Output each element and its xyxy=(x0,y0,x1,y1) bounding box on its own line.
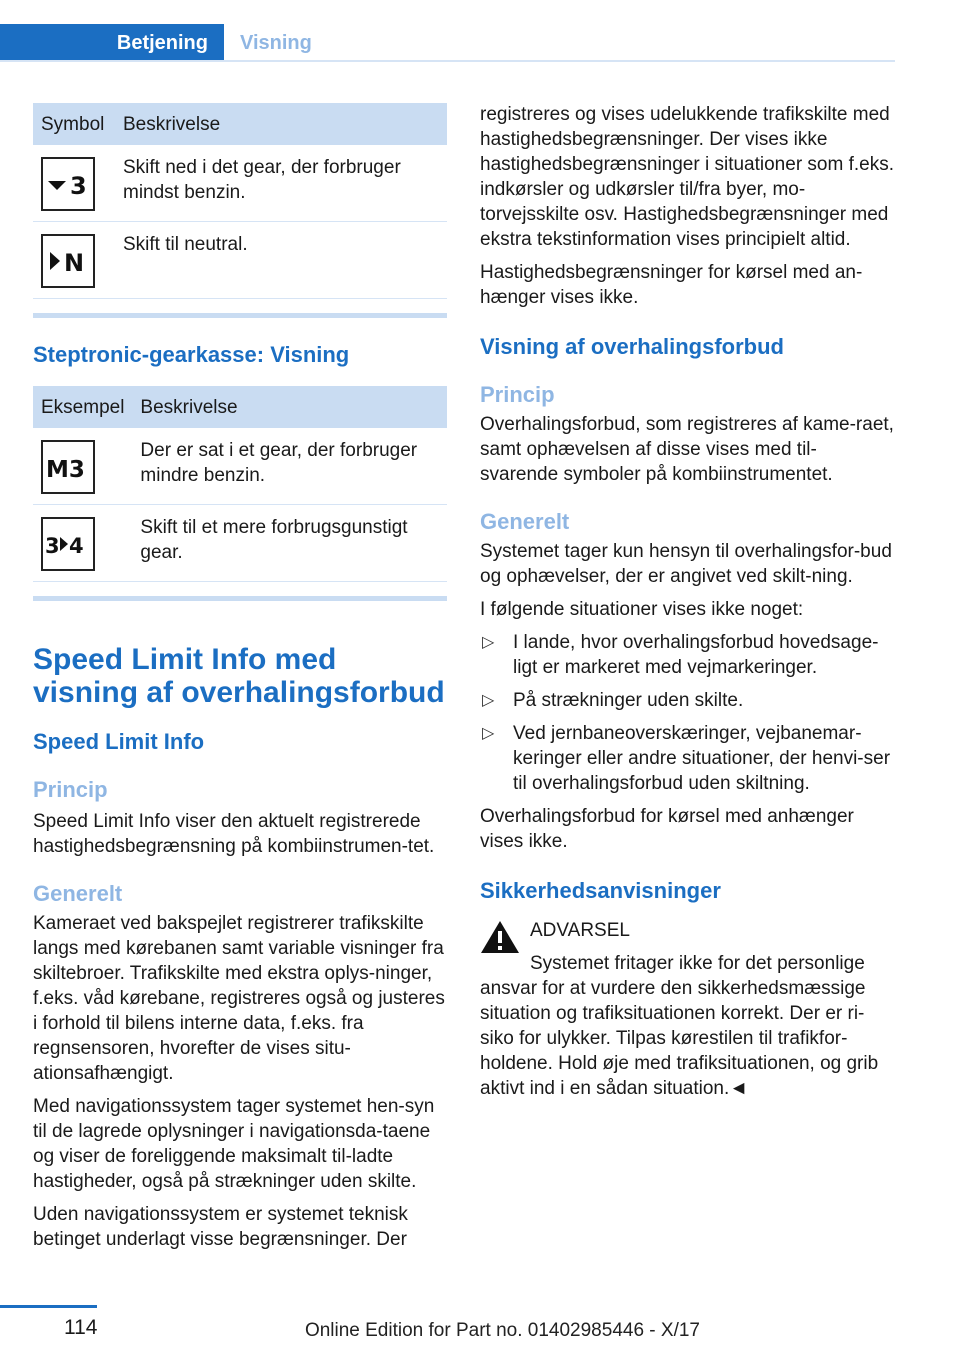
generelt-paragraph: Systemet tager kun hensyn til overhalingsfor‐bud og ophævelser, der er angivet ved skilt‐ning. xyxy=(480,541,892,587)
shift-neutral-icon xyxy=(41,234,95,288)
list-item-text: På strækninger uden skilte. xyxy=(513,690,744,711)
table-end-rule xyxy=(33,313,447,318)
table-cell-description: Skift til neutral. xyxy=(115,222,447,299)
table-row xyxy=(33,222,447,299)
list-item xyxy=(480,721,895,796)
svg-text:M3: M3 xyxy=(46,457,85,482)
svg-text:N: N xyxy=(64,249,85,276)
list-item-text: Ved jernbaneoverskæringer, vejbanemar‐keringer eller andre situationer, der henvi‐ser til overhalingsforbud uden skiltning. xyxy=(513,723,891,794)
header-rule xyxy=(0,60,895,62)
table-row xyxy=(33,428,447,505)
situations-list xyxy=(480,630,895,796)
list-item xyxy=(480,688,895,713)
warning-triangle-icon xyxy=(480,920,520,954)
gear-m3-icon xyxy=(41,440,95,494)
bullet-triangle-icon: ▷ xyxy=(482,634,495,651)
svg-text:4: 4 xyxy=(69,534,84,558)
princip-heading: Princip xyxy=(33,777,108,802)
list-item-text: I lande, hvor overhalingsforbud hovedsage‐ligt er markeret med vejmarkeringer. xyxy=(513,632,879,678)
princip-text: Overhalingsforbud, som registreres af kame‐raet, samt ophævelsen af disse vises med til‐svarende symboler på kombiinstrumentet. xyxy=(480,414,894,485)
warning-text-first-line: Systemet fritager ikke for det personlige xyxy=(530,953,865,974)
generelt-paragraph: Med navigationssystem tager systemet hen‐syn til de lagrede oplysninger i navigationsda‐taene og viser de foreliggende maksimalt til‐ladte hastigheder, også på strækninger uden skilte. xyxy=(33,1096,435,1192)
shift-down-3-icon xyxy=(41,157,95,211)
princip-text: Speed Limit Info viser den aktuelt registrerede hastighedsbegrænsning på kombiinstrumen‐tet. xyxy=(33,811,435,857)
list-item xyxy=(480,630,895,680)
edition-footer: Online Edition for Part no. 01402985446 - X/17 xyxy=(304,1320,700,1341)
shift-3-to-4-icon xyxy=(41,517,95,571)
generelt-paragraph: I følgende situationer vises ikke noget: xyxy=(480,599,804,620)
trailer-overtaking-paragraph: Overhalingsforbud for kørsel med anhænger vises ikke. xyxy=(480,806,854,852)
warning-title: ADVARSEL xyxy=(530,920,630,941)
symbol-table xyxy=(33,103,447,299)
generelt-paragraph: Uden navigationssystem er systemet teknisk betinget underlagt visse begrænsninger. Der xyxy=(33,1204,408,1250)
table-header-description: Beskrivelse xyxy=(115,103,447,145)
bullet-triangle-icon: ▷ xyxy=(482,725,495,742)
warning-block xyxy=(480,918,895,1101)
steptronic-heading: Steptronic-gearkasse: Visning xyxy=(33,342,350,367)
page-number: 114 xyxy=(64,1316,98,1339)
generelt-heading: Generelt xyxy=(480,509,570,534)
safety-heading: Sikkerhedsanvisninger xyxy=(480,878,721,903)
right-column xyxy=(480,102,895,1101)
tab-betjening[interactable]: Betjening xyxy=(0,24,224,62)
table-row xyxy=(33,505,447,582)
table-cell-description: Skift til et mere forbrugsgunstigt gear. xyxy=(132,505,447,582)
generelt-heading: Generelt xyxy=(33,881,123,906)
warning-text: ansvar for at vurdere den sikkerhedsmæssige situation og trafiksituationen korrekt. Der er ri‐siko for ulykker. Tilpas kørestilen til trafikfor‐holdene. Hold øje med trafiksituationen, og grib aktivt ind i en sådan situation.◄ xyxy=(480,978,879,1099)
table-header-description: Beskrivelse xyxy=(132,386,447,428)
table-end-rule xyxy=(33,596,447,601)
continued-paragraph: registreres og vises udelukkende trafikskilte med hastighedsbegrænsninger. Der vises ikke hastighedsbegrænsninger i situationer som f.eks. indkørsler og udkørsler til/fra byer, mo‐torvejsskilte osv. Hastighedsbegrænsninger med ekstra tekstinformation vises principielt altid. xyxy=(480,104,895,250)
page-number-rule xyxy=(0,1305,97,1308)
table-header-example: Eksempel xyxy=(33,386,132,428)
table-cell-description: Skift ned i det gear, der forbruger mindst benzin. xyxy=(115,145,447,222)
table-cell-description: Der er sat i et gear, der forbruger mindre benzin. xyxy=(132,428,447,505)
speed-limit-main-heading: Speed Limit Info med visning af overhalingsforbud xyxy=(33,643,445,709)
trailer-paragraph: Hastighedsbegrænsninger for kørsel med an‐hænger vises ikke. xyxy=(480,262,863,308)
generelt-paragraph: Kameraet ved bakspejlet registrerer trafikskilte langs med kørebanen samt variable visninger fra skiltebroer. Trafikskilte med ekstra oplys‐ninger, f.eks. våd kørebane, registreres også og justeres i forhold til bilens interne data, f.eks. fra regnsensoren, hvorefter de vises situ‐ationsafhængigt. xyxy=(33,913,445,1084)
tab-visning[interactable]: Visning xyxy=(240,32,312,54)
princip-heading: Princip xyxy=(480,382,555,407)
speed-limit-info-heading: Speed Limit Info xyxy=(33,729,205,754)
overhalingsforbud-heading: Visning af overhalingsforbud xyxy=(480,334,784,359)
table-row xyxy=(33,145,447,222)
svg-text:3: 3 xyxy=(70,172,87,199)
bullet-triangle-icon: ▷ xyxy=(482,692,495,709)
left-column xyxy=(33,103,447,1252)
table-header-symbol: Symbol xyxy=(33,103,115,145)
steptronic-table xyxy=(33,386,447,582)
svg-text:3: 3 xyxy=(45,534,60,558)
